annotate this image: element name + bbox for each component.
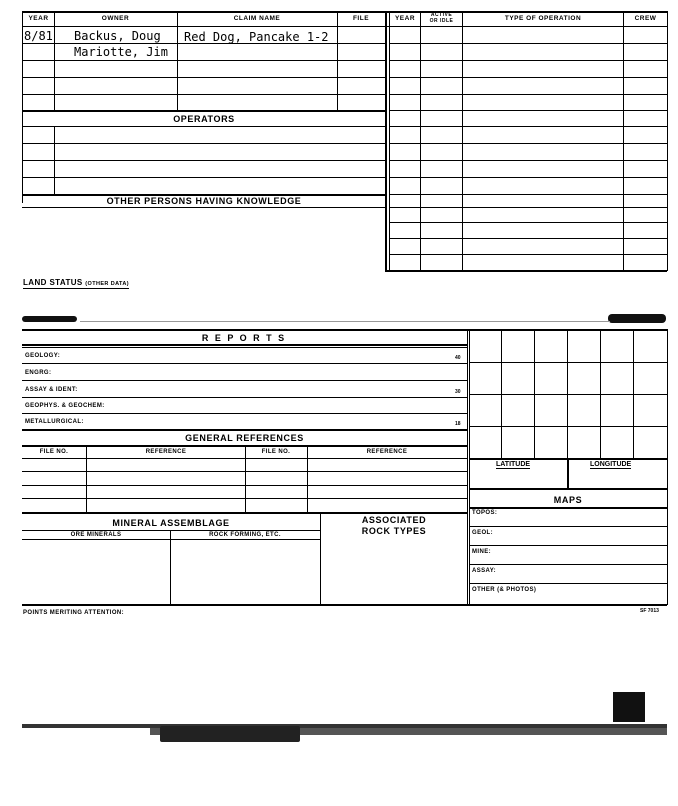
- report-assay: ASSAY & IDENT:: [25, 387, 78, 393]
- land-status-label: LAND STATUS: [23, 278, 83, 287]
- latitude-label: LATITUDE: [496, 461, 531, 468]
- report-geology: GEOLOGY:: [25, 353, 61, 359]
- crew-header: CREW: [634, 15, 657, 22]
- longitude-label: LONGITUDE: [590, 461, 632, 468]
- entry-claim-name: Red Dog, Pancake 1-2: [184, 30, 329, 44]
- report-number-3: 18: [455, 421, 461, 427]
- land-status-sub: (OTHER DATA): [85, 281, 129, 287]
- ref-reference-1: REFERENCE: [145, 449, 187, 455]
- type-of-operation-header: TYPE OF OPERATION: [504, 15, 582, 22]
- scan-noise-blob: [160, 726, 300, 742]
- general-references-heading: GENERAL REFERENCES: [185, 433, 304, 443]
- form-number: SF 7013: [640, 608, 659, 614]
- report-metallurgical: METALLURGICAL:: [25, 419, 84, 425]
- entry-owner-2: Mariotte, Jim: [74, 45, 168, 59]
- entry-year: 8/81: [24, 29, 53, 43]
- active-idle-header-1: ACTIVE: [430, 12, 453, 18]
- file-header: FILE: [352, 15, 370, 22]
- report-geophys: GEOPHYS. & GEOCHEM:: [25, 403, 105, 409]
- owner-header: OWNER: [101, 15, 130, 22]
- entry-owner-1: Backus, Doug: [74, 29, 161, 43]
- report-number-1: 40: [455, 355, 461, 361]
- scan-smudge-right: [608, 314, 666, 323]
- claim-name-header: CLAIM NAME: [233, 15, 281, 22]
- reports-heading: R E P O R T S: [201, 333, 287, 343]
- rock-forming-label: ROCK FORMING, ETC.: [209, 532, 281, 538]
- mineral-assemblage-heading: MINERAL ASSEMBLAGE: [112, 518, 230, 528]
- operators-heading: OPERATORS: [173, 114, 235, 124]
- year2-header: YEAR: [394, 15, 416, 22]
- maps-other: OTHER (& PHOTOS): [472, 587, 537, 593]
- ref-reference-2: REFERENCE: [366, 449, 408, 455]
- scan-smudge-left: [22, 316, 77, 322]
- year-header: YEAR: [28, 15, 49, 22]
- maps-geol: GEOL:: [472, 530, 493, 536]
- ref-file-no-1: FILE NO.: [39, 449, 69, 455]
- maps-mine: MINE:: [472, 549, 491, 555]
- ore-minerals-label: ORE MINERALS: [70, 532, 122, 538]
- other-persons-heading: OTHER PERSONS HAVING KNOWLEDGE: [106, 196, 302, 206]
- active-idle-header-2: OR IDLE: [429, 18, 454, 24]
- associated-rock-types-1: ASSOCIATED: [361, 515, 427, 525]
- associated-rock-types-2: ROCK TYPES: [361, 526, 427, 536]
- report-number-2: 30: [455, 389, 461, 395]
- report-engrg: ENGRG:: [25, 370, 52, 376]
- maps-topos: TOPOS:: [472, 510, 498, 516]
- black-square-mark: [613, 692, 645, 722]
- points-meriting-attention: POINTS MERITING ATTENTION:: [23, 610, 125, 616]
- maps-assay: ASSAY:: [472, 568, 497, 574]
- ref-file-no-2: FILE NO.: [261, 449, 291, 455]
- maps-heading: MAPS: [553, 495, 583, 505]
